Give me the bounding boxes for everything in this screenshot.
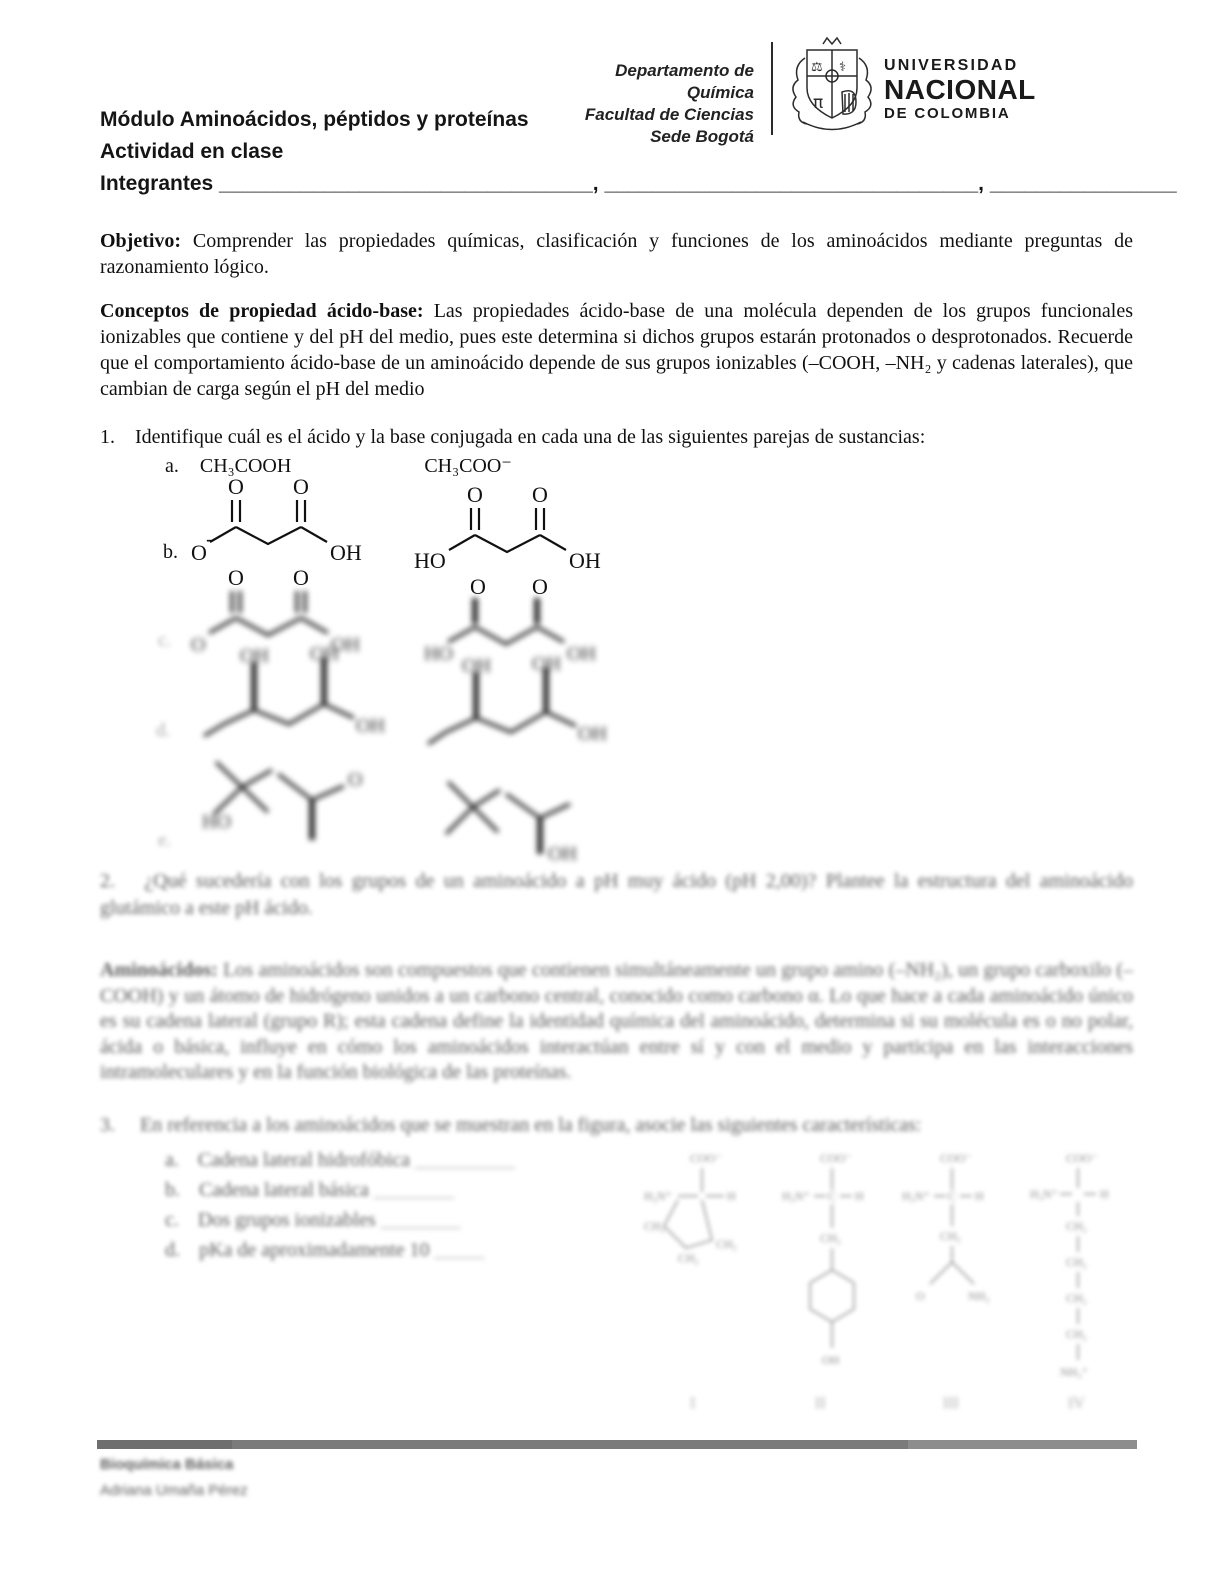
question-2-blurred xyxy=(100,868,1133,922)
members-separator-2: , xyxy=(978,172,990,195)
pair-d-label-blurred: d. xyxy=(156,720,171,741)
question-3-text: En referencia a los aminoácidos que se muestran en la figura, asocie las siguientes características: xyxy=(135,1114,922,1136)
question-3-items xyxy=(165,1145,515,1265)
concepts-text: Las propiedades ácido-base de una molécula dependen de los grupos funcionales ionizables que contiene y del pH del medio, pues este determina si dichos grupos estarán protonados o desprotonados. Recuerde que el comportamiento ácido-base de un aminoácido depende de sus grupos ionizables (–COOH, –NH₂ y cadenas laterales), que cambian de carga según el pH del medio xyxy=(100,300,1133,400)
aminoacids-text-blurred: Los aminoácidos son compuestos que contienen simultáneamente un grupo amino (–NH₂), un grupo carboxilo (–COOH) y un átomo de hidrógeno unidos a un carbono central, conocido como carbono α. Lo que hace a cada aminoácido único es su cadena lateral (grupo R); esta cadena define la identidad química del aminoácido, determina si su molécula es o no polar, ácida o básica, influye en cómo los aminoácidos interactúan entre sí y con el medio y participa en las interacciones intramoleculares y en la función biológica de las proteínas. xyxy=(100,959,1133,1083)
member-blank-1: ________________________________ xyxy=(219,172,593,195)
svg-text:OH: OH xyxy=(578,723,607,745)
faculty-line: Facultad de Ciencias xyxy=(584,105,754,124)
q3-item-a-text: Cadena lateral hidrofóbica xyxy=(197,1149,416,1171)
svg-text:NH₃⁺: NH₃⁺ xyxy=(1060,1365,1088,1379)
structure-pair-d-left-blurred xyxy=(196,643,396,747)
university-name-top: UNIVERSIDAD xyxy=(884,57,1019,74)
q3-item-b-label: b. xyxy=(165,1179,180,1201)
figure-structure-2-blurred xyxy=(782,1148,887,1398)
member-blank-2: ________________________________ xyxy=(604,172,979,195)
structure-malonate-anion xyxy=(183,470,388,570)
member-blank-3: ________________ xyxy=(989,172,1177,195)
footer-line-2-blurred: Adriana Umaña Pérez xyxy=(100,1482,248,1499)
svg-text:CH₂: CH₂ xyxy=(940,1229,961,1243)
hydroxyl-label: OH xyxy=(569,548,601,573)
question-1-number: 1. xyxy=(100,426,115,448)
question-1-text: Identifique cuál es el ácido y la base conjugada en cada una de las siguientes parejas de sustancias: xyxy=(135,426,926,448)
carboxylate-o-label: O xyxy=(191,540,207,565)
question-2-text: ¿Qué sucedería con los grupos de un aminoácido a pH muy ácido (pH 2,00)? Plantee la estructura del aminoácido glutámico a este pH ácido. xyxy=(100,870,1133,919)
svg-text:CH₂: CH₂ xyxy=(820,1231,841,1245)
figure-label-4-blurred: IV xyxy=(1068,1395,1085,1412)
carbonyl-o-label: O xyxy=(293,565,309,590)
svg-text:H₃N⁺: H₃N⁺ xyxy=(1030,1187,1058,1201)
module-title: Módulo Aminoácidos, péptidos y proteínas xyxy=(100,108,529,131)
svg-text:H: H xyxy=(855,1189,864,1203)
crest-ornament-right xyxy=(857,58,871,124)
svg-text:OH: OH xyxy=(356,715,385,737)
svg-text:OH: OH xyxy=(548,843,577,865)
q3-item-b-blank: ________ xyxy=(373,1179,454,1201)
svg-text:CH₂: CH₂ xyxy=(1066,1327,1087,1341)
svg-text:OH: OH xyxy=(310,643,339,665)
svg-text:H: H xyxy=(975,1189,984,1203)
svg-text:H₂N⁺: H₂N⁺ xyxy=(644,1189,672,1203)
carbonyl-o-label: O xyxy=(532,482,548,507)
pair-e-label-blurred: e. xyxy=(158,830,172,851)
carbonyl-o-label: O xyxy=(293,474,309,499)
svg-text:CH₂: CH₂ xyxy=(644,1219,665,1233)
pair-c-label-blurred: c. xyxy=(158,630,172,651)
svg-text:COO⁻: COO⁻ xyxy=(820,1151,852,1165)
crest-ornament-left xyxy=(793,58,807,124)
svg-text:CH₂: CH₂ xyxy=(1066,1291,1087,1305)
university-name-middle: NACIONAL xyxy=(884,74,1036,105)
objective-paragraph xyxy=(100,228,1133,280)
question-1 xyxy=(100,424,1133,450)
footer-line-1-blurred: Bioquímica Básica xyxy=(100,1456,234,1473)
q3-item-a-label: a. xyxy=(165,1149,179,1171)
q3-item-d-label: d. xyxy=(165,1239,180,1261)
figure-label-1-blurred: I xyxy=(690,1395,696,1412)
q3-item-c xyxy=(165,1205,515,1235)
department-line: Departamento de Química xyxy=(615,61,754,102)
q3-item-a xyxy=(165,1145,515,1175)
figure-label-3-blurred: III xyxy=(943,1395,959,1412)
university-name-bottom: DE COLOMBIA xyxy=(884,105,1011,122)
university-name-block xyxy=(884,57,1036,122)
q3-item-b-text: Cadena lateral básica xyxy=(199,1179,374,1201)
q3-item-a-blank: __________ xyxy=(415,1149,516,1171)
q3-item-c-blank: ________ xyxy=(380,1209,461,1231)
structure-malonic-acid xyxy=(412,478,607,578)
svg-text:OH: OH xyxy=(822,1353,840,1367)
q3-item-d-text: pKa de aproximadamente 10 xyxy=(199,1239,435,1261)
svg-text:COO⁻: COO⁻ xyxy=(690,1151,722,1165)
pair-a-label: a. xyxy=(165,455,179,477)
figure-label-2-blurred: II xyxy=(815,1395,826,1412)
objective-label: Objetivo: xyxy=(100,230,182,252)
svg-text:CH₂: CH₂ xyxy=(716,1237,737,1251)
svg-text:O: O xyxy=(191,634,206,656)
svg-text:OH: OH xyxy=(331,634,360,656)
svg-text:C: C xyxy=(948,1189,957,1203)
question-3-number: 3. xyxy=(100,1114,115,1136)
svg-text:H₃N⁺: H₃N⁺ xyxy=(902,1189,930,1203)
svg-text:O: O xyxy=(348,769,363,791)
structure-pair-e-left-blurred xyxy=(182,742,397,854)
pair-b-label: b. xyxy=(163,541,178,563)
q3-item-c-label: c. xyxy=(165,1209,179,1231)
structure-pair-d-right-blurred xyxy=(424,653,619,755)
structure-pair-c-left-blurred xyxy=(183,563,393,655)
structure-pair-e-right-blurred xyxy=(418,752,613,864)
department-block xyxy=(546,60,754,148)
svg-text:OH: OH xyxy=(532,653,561,675)
carbonyl-o-label: O xyxy=(228,474,244,499)
carbonyl-o-label: O xyxy=(532,574,548,599)
svg-text:CH₂: CH₂ xyxy=(1066,1219,1087,1233)
svg-text:OH: OH xyxy=(240,645,269,667)
staff-of-asclepius-icon: ⚕ xyxy=(839,60,847,75)
svg-text:CH₂: CH₂ xyxy=(1066,1255,1087,1269)
objective-text: Comprender las propiedades químicas, clasificación y funciones de los aminoácidos mediante preguntas de razonamiento lógico. xyxy=(100,230,1133,278)
svg-text:H₃N⁺: H₃N⁺ xyxy=(782,1189,810,1203)
q3-item-b xyxy=(165,1175,515,1205)
aminoacids-label-blurred: Aminoácidos: xyxy=(100,959,218,981)
carbonyl-o-label: O xyxy=(470,574,486,599)
activity-line: Actividad en clase xyxy=(100,140,284,163)
concepts-paragraph xyxy=(100,298,1133,402)
svg-text:C: C xyxy=(828,1189,837,1203)
pi-symbol-icon: π xyxy=(813,93,824,113)
structure-pair-c-right-blurred xyxy=(420,572,620,664)
crest-banner xyxy=(803,122,861,130)
svg-text:O: O xyxy=(916,1289,925,1303)
crest-crown xyxy=(823,38,841,44)
svg-text:HO: HO xyxy=(202,811,231,833)
figure-structure-1-blurred xyxy=(640,1148,775,1303)
hydroxyl-label: HO xyxy=(414,548,446,573)
carbonyl-o-label: O xyxy=(467,482,483,507)
members-separator-1: , xyxy=(592,172,605,195)
question-2-number: 2. xyxy=(100,870,115,892)
svg-text:H: H xyxy=(727,1189,736,1203)
aminoacids-paragraph-blurred xyxy=(100,958,1133,1086)
svg-text:COO⁻: COO⁻ xyxy=(940,1151,972,1165)
svg-text:COO⁻: COO⁻ xyxy=(1066,1151,1098,1165)
q3-item-d-blank: _____ xyxy=(434,1239,485,1261)
svg-text:OH: OH xyxy=(567,643,596,665)
question-3-heading-blurred xyxy=(100,1112,1133,1138)
svg-text:HO: HO xyxy=(424,643,453,665)
svg-text:CH₂: CH₂ xyxy=(678,1251,699,1265)
campus-line: Sede Bogotá xyxy=(650,127,754,146)
university-crest-icon xyxy=(787,32,877,138)
svg-text:OH: OH xyxy=(462,655,491,677)
header-divider xyxy=(771,42,773,135)
pair-a-acid: CH₃COOH xyxy=(199,455,292,477)
q3-item-d xyxy=(165,1235,515,1265)
scales-icon: ⚖ xyxy=(811,60,823,75)
footer-divider-bar xyxy=(97,1440,1137,1449)
pair-a-base: CH₃COO⁻ xyxy=(424,455,512,477)
members-label: Integrantes xyxy=(100,172,220,195)
svg-text:NH₂: NH₂ xyxy=(968,1289,990,1303)
hydroxyl-label: OH xyxy=(330,540,362,565)
q3-item-c-text: Dos grupos ionizables xyxy=(197,1209,381,1231)
concepts-label: Conceptos de propiedad ácido-base: xyxy=(100,300,424,322)
figure-structure-3-blurred xyxy=(900,1148,1015,1323)
figure-structure-4-blurred xyxy=(1030,1148,1135,1410)
minus-charge-label: - xyxy=(206,526,214,551)
members-line xyxy=(100,168,1177,200)
carbonyl-o-label: O xyxy=(228,565,244,590)
svg-text:H: H xyxy=(1100,1187,1109,1201)
